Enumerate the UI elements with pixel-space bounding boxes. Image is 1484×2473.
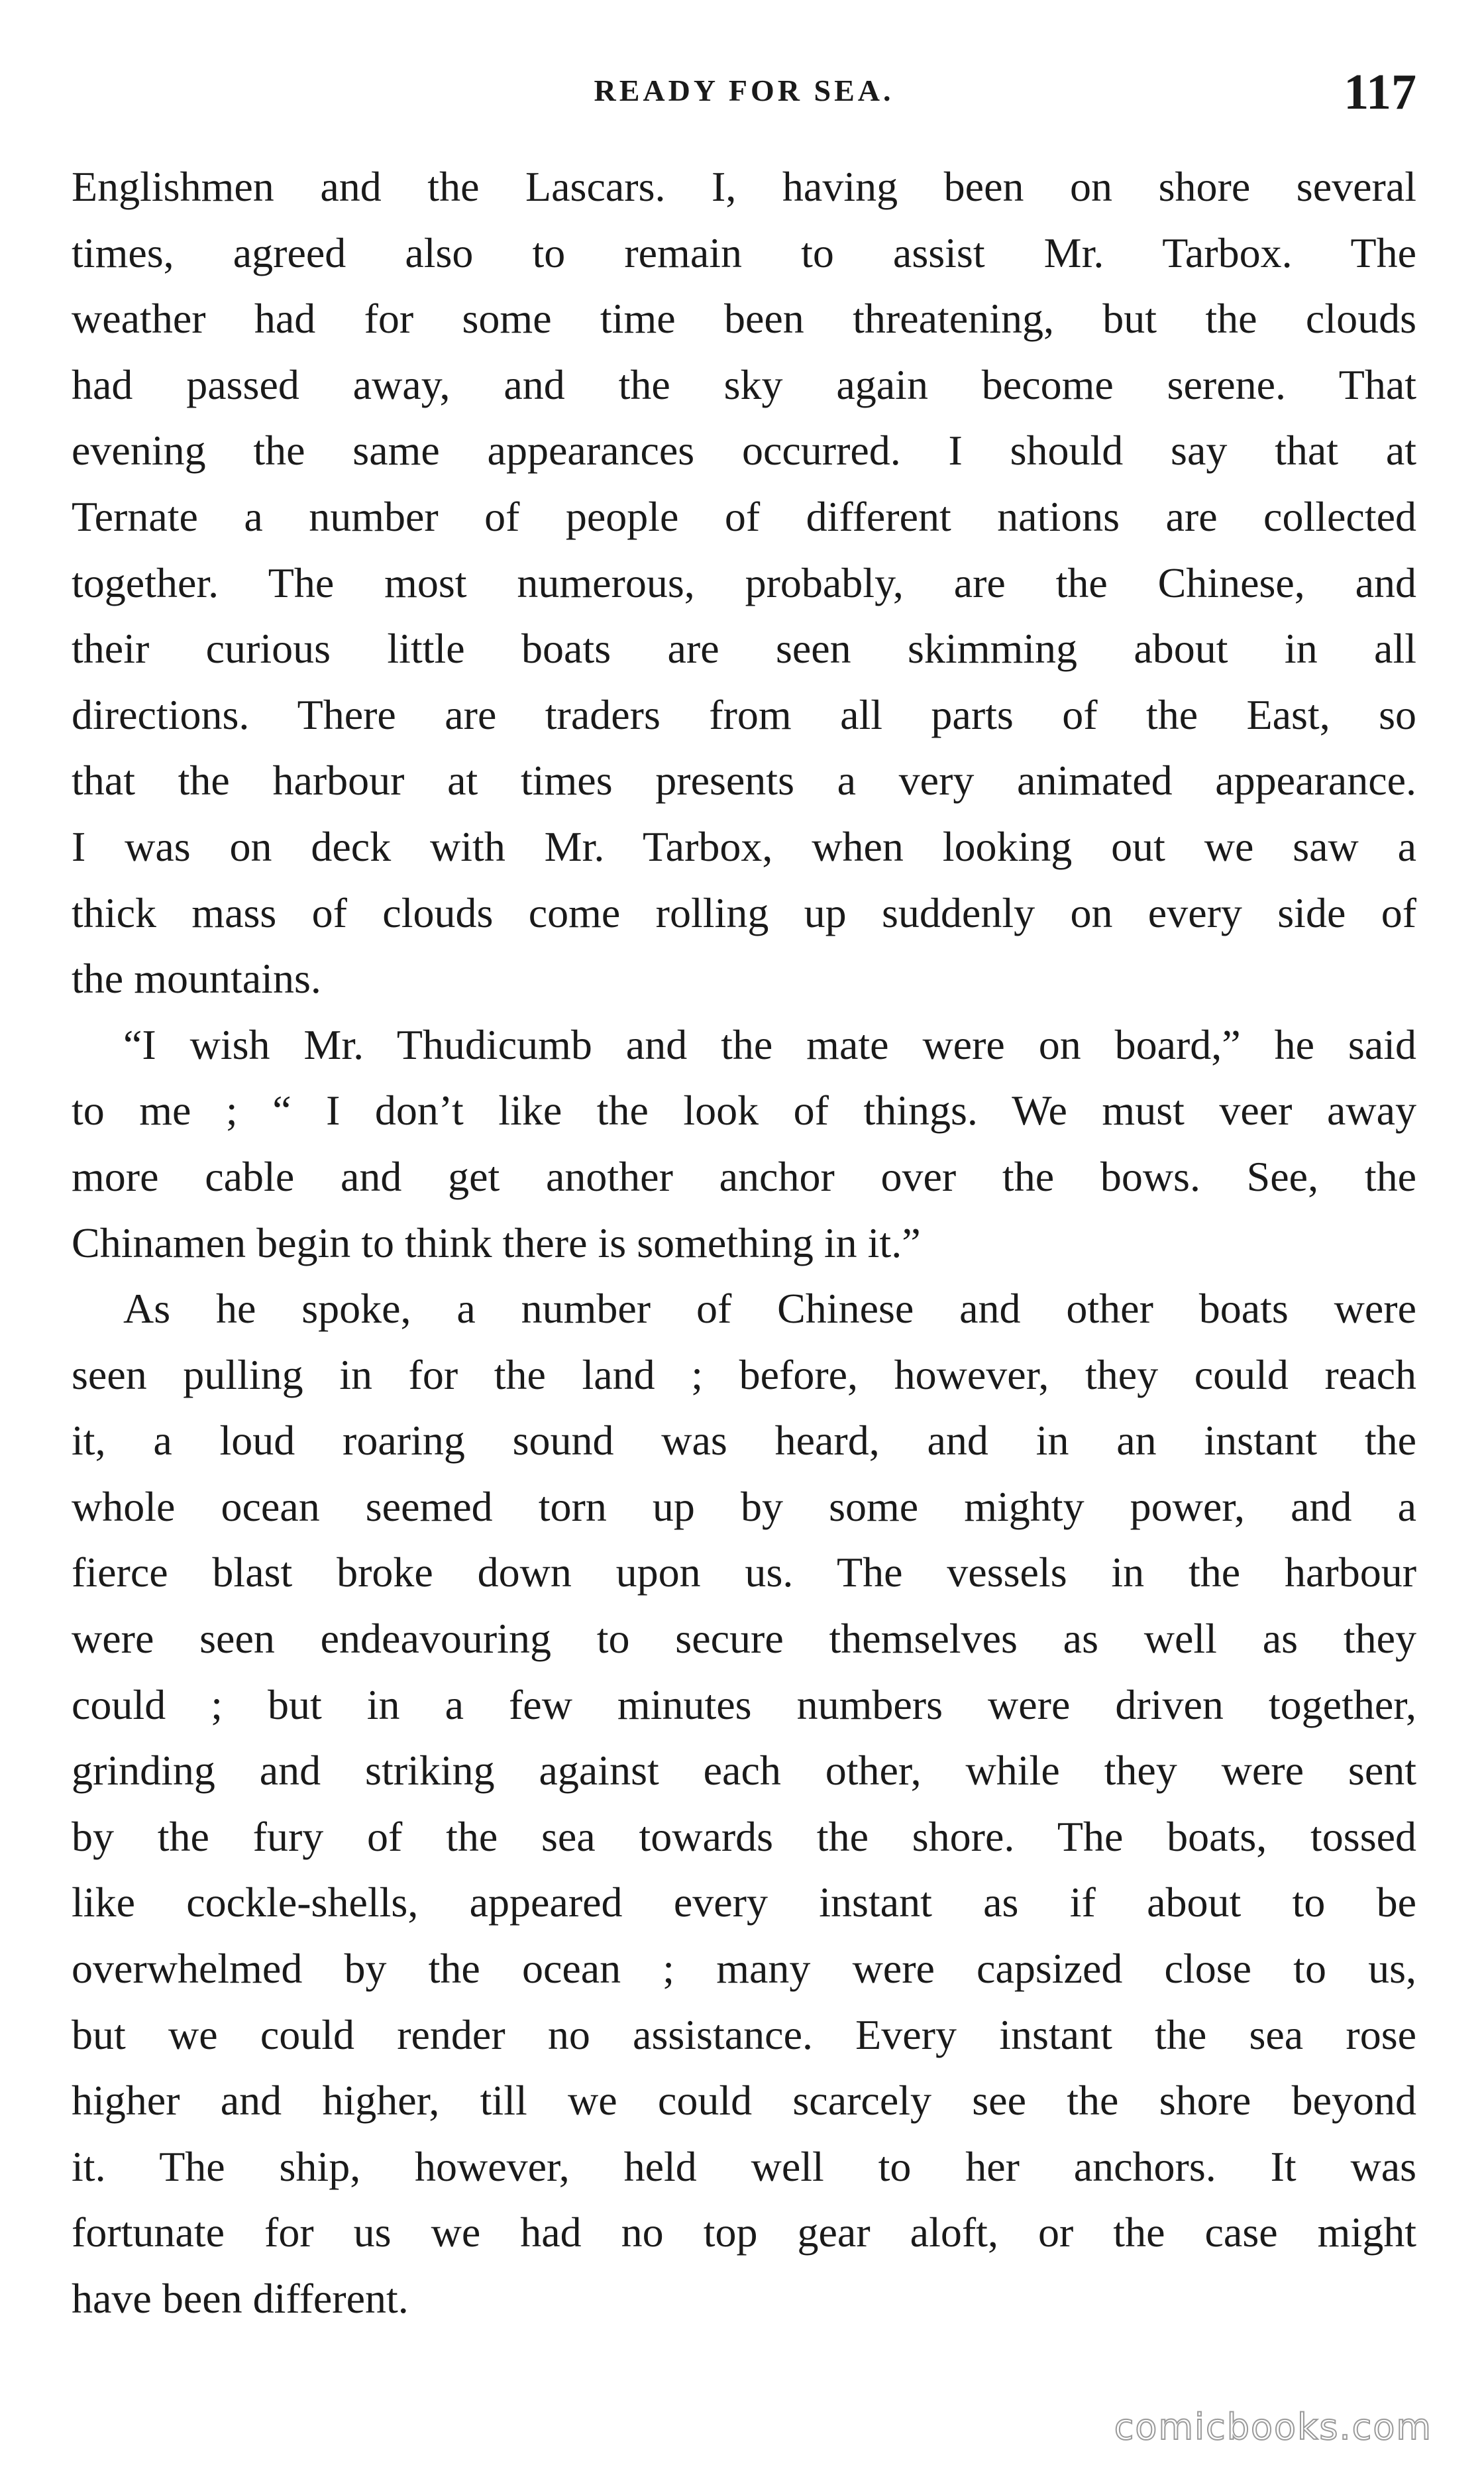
text-line: weather had for some time been threatening, but the clouds [72,295,1416,343]
text-line: higher and higher, till we could scarcely see the shore beyond [72,2077,1416,2124]
text-line: As he spoke, a number of Chinese and other boats were [123,1285,1416,1333]
text-line: it. The ship, however, held well to her anchors. It was [72,2142,1416,2190]
text-line: I was on deck with Mr. Tarbox, when looking out we saw a [72,822,1416,870]
text-line: more cable and get another anchor over the bows. See, the [72,1152,1416,1200]
text-line: seen pulling in for the land ; before, however, they could reach [72,1350,1416,1398]
text-line: like cockle-shells, appeared every instant as if about to be [72,1879,1416,1926]
text-line: together. The most numerous, probably, are the Chinese, and [72,559,1416,606]
running-header [72,64,1416,120]
text-line: fortunate for us we had no top gear aloft, or the case might [72,2209,1416,2256]
text-line: had passed away, and the sky again become serene. That [72,360,1416,408]
text-line: whole ocean seemed torn up by some mighty power, and a [72,1482,1416,1530]
text-line: by the fury of the sea towards the shore. The boats, tossed [72,1812,1416,1860]
text-line: but we could render no assistance. Every instant the sea rose [72,2010,1416,2058]
text-line: could ; but in a few minutes numbers were driven together, [72,1680,1416,1728]
text-line: that the harbour at times presents a very animated appearance. [72,757,1416,804]
text-line: grinding and striking against each other, while they were sent [72,1747,1416,1794]
text-line: times, agreed also to remain to assist Mr. Tarbox. The [72,229,1416,276]
body-text [72,154,1416,2332]
watermark: comicbooks.com [1114,2406,1432,2448]
text-line: directions. There are traders from all parts of the East, so [72,690,1416,738]
text-line: to me ; “ I don’t like the look of things. We must veer away [72,1087,1416,1134]
text-line: their curious little boats are seen skimming about in all [72,625,1416,673]
text-line: Ternate a number of people of different nations are collected [72,492,1416,540]
text-line: Chinamen begin to think there is something in it.” [72,1219,921,1266]
text-line: have been different. [72,2275,409,2322]
text-line: thick mass of clouds come rolling up suddenly on every side of [72,889,1416,936]
running-title: READY FOR SEA. [594,74,894,107]
text-line: the mountains. [72,955,321,1003]
text-line: fierce blast broke down upon us. The vessels in the harbour [72,1549,1416,1596]
text-line: “I wish Mr. Thudicumb and the mate were on board,” he said [123,1020,1416,1068]
text-line: it, a loud roaring sound was heard, and in an instant the [72,1417,1416,1464]
text-line: were seen endeavouring to secure themselves as well as they [72,1615,1416,1663]
text-line: overwhelmed by the ocean ; many were capsized close to us, [72,1945,1416,1993]
text-line: Englishmen and the Lascars. I, having been on shore several [72,163,1416,210]
text-line: evening the same appearances occurred. I should say that at [72,427,1416,474]
page-number: 117 [1344,64,1416,120]
